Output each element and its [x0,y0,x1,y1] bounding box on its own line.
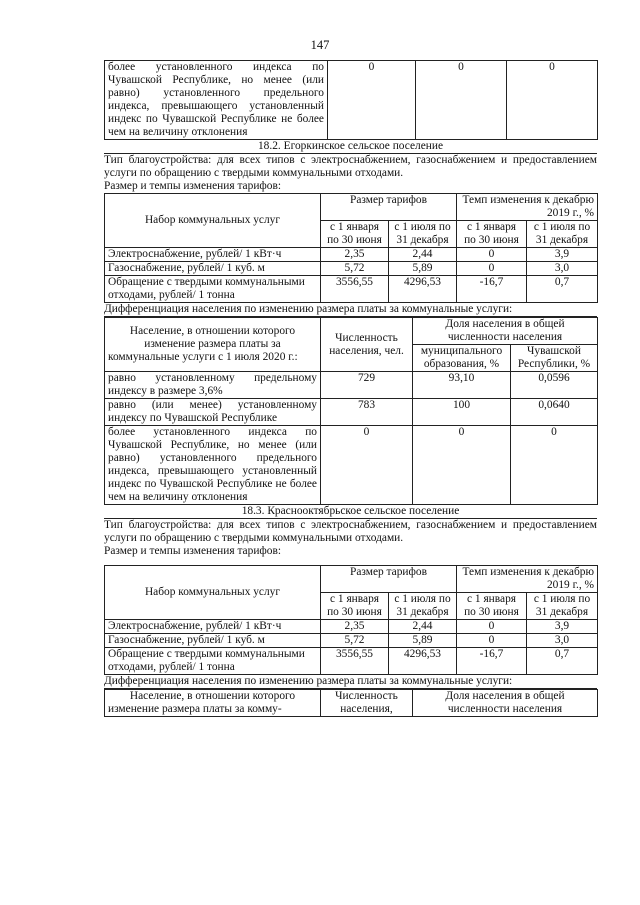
header-service-set: Набор коммунальных услуг [105,194,321,248]
service-name: Электроснабжение, рублей/ 1 кВт·ч [105,248,321,262]
improvement-type: Тип благоустройства: для всех типов с электроснабжением, газоснабжением и предоставлением услуги по обращению с твердыми коммунальными отходами. [104,519,597,544]
rate-value: 3,9 [527,620,598,634]
tariff-value: 5,89 [389,262,457,276]
table-row [105,620,598,634]
table-row [105,426,598,505]
service-name: Электроснабжение, рублей/ 1 кВт·ч [105,620,321,634]
improvement-type: Тип благоустройства: для всех типов с электроснабжением, газоснабжением и предоставлением услуги по обращению с твердыми коммунальными отходами. [104,154,597,179]
differentiation-table-partial [104,689,598,717]
header-change-rate: Темп изменения к декабрю 2019 г., % [457,194,598,221]
republic-share-cell: 0 [507,61,598,140]
service-name: Обращение с твердыми коммунальными отходами, рублей/ 1 тонна [105,276,321,303]
table-header-row [105,194,598,221]
page-content [104,60,597,717]
service-name: Газоснабжение, рублей/ 1 куб. м [105,634,321,648]
differentiation-table [104,317,598,505]
row-label: равно установленному предельному индексу в размере 3,6% [105,372,321,399]
table-row [105,248,598,262]
population-count-cell: 783 [321,399,413,426]
rate-value: -16,7 [457,648,527,675]
tariff-value: 3556,55 [321,276,389,303]
table-row [105,372,598,399]
tariff-value: 2,35 [321,248,389,262]
tariff-value: 5,72 [321,634,389,648]
header-tariff-size: Размер тарифов [321,194,457,221]
table-row [105,399,598,426]
tariff-value: 4296,53 [389,648,457,675]
header-jan-jun: с 1 января по 30 июня [321,221,389,248]
republic-share-cell: 0,0640 [511,399,598,426]
header-jan-jun: с 1 января по 30 июня [457,221,527,248]
header-republic: Чувашской Республики, % [511,345,598,372]
table-header-row [105,690,598,717]
header-population-count: Численность населения, [321,690,413,717]
tariff-value: 2,44 [389,620,457,634]
rate-value: 3,0 [527,262,598,276]
rate-value: -16,7 [457,276,527,303]
rate-value: 3,0 [527,634,598,648]
rate-value: 0,7 [527,276,598,303]
republic-share-cell: 0,0596 [511,372,598,399]
municipal-share-cell: 0 [416,61,507,140]
municipal-share-cell: 93,10 [413,372,511,399]
service-name: Обращение с твердыми коммунальными отходами, рублей/ 1 тонна [105,648,321,675]
section-title: 18.2. Егоркинское сельское поселение [104,140,597,154]
row-label: более установленного индекса по Чувашской Республике, но менее (или равно) установленного предельного индекса, превышающего установленный индекс по Чувашской Республике не более чем на величину отклонения [105,426,321,505]
header-jan-jun: с 1 января по 30 июня [321,593,389,620]
diff-caption: Дифференциация населения по изменению размера платы за коммунальные услуги: [104,675,597,689]
rate-value: 0 [457,634,527,648]
header-population: Население, в отношении которого изменение размера платы за коммунальные услуги с 1 июля 2020 г.: [105,318,321,372]
tariff-caption: Размер и темпы изменения тарифов: [104,545,282,557]
header-tariff-size: Размер тарифов [321,566,457,593]
row-label: более установленного индекса по Чувашской Республике, но менее (или равно) установленного предельного индекса, превышающего установленный индекс по Чувашской Республике не более чем на величину отклонения [105,61,328,140]
table-header-row [105,318,598,345]
municipal-share-cell: 0 [413,426,511,505]
header-change-rate: Темп изменения к декабрю 2019 г., % [457,566,598,593]
table-row [105,276,598,303]
header-municipal: муниципального образования, % [413,345,511,372]
population-count-cell: 729 [321,372,413,399]
table-row [105,61,598,140]
tariff-caption: Размер и темпы изменения тарифов: [104,180,282,192]
header-population: Население, в отношении которого изменение размера платы за комму- [105,690,321,717]
tariff-value: 3556,55 [321,648,389,675]
continuation-table [104,60,598,140]
table-row [105,634,598,648]
header-jul-dec: с 1 июля по 31 декабря [527,593,598,620]
tariff-value: 4296,53 [389,276,457,303]
tariff-table [104,565,598,675]
page-number: 147 [310,38,330,52]
rate-value: 0 [457,248,527,262]
population-count-cell: 0 [328,61,416,140]
table-row [105,262,598,276]
rate-value: 0 [457,262,527,276]
population-count-cell: 0 [321,426,413,505]
municipal-share-cell: 100 [413,399,511,426]
header-population-count: Численность населения, чел. [321,318,413,372]
tariff-value: 2,44 [389,248,457,262]
republic-share-cell: 0 [511,426,598,505]
table-header-row [105,566,598,593]
header-share: Доля населения в общей численности населения [413,690,598,717]
rate-value: 0 [457,620,527,634]
header-jul-dec: с 1 июля по 31 декабря [389,593,457,620]
header-jul-dec: с 1 июля по 31 декабря [389,221,457,248]
tariff-value: 2,35 [321,620,389,634]
tariff-value: 5,72 [321,262,389,276]
tariff-value: 5,89 [389,634,457,648]
row-label: равно (или менее) установленному индексу по Чувашской Республике [105,399,321,426]
header-jan-jun: с 1 января по 30 июня [457,593,527,620]
header-share: Доля населения в общей численности населения [413,318,598,345]
rate-value: 3,9 [527,248,598,262]
header-jul-dec: с 1 июля по 31 декабря [527,221,598,248]
section-title: 18.3. Краснооктябрьское сельское поселение [104,505,597,519]
rate-value: 0,7 [527,648,598,675]
diff-caption: Дифференциация населения по изменению размера платы за коммунальные услуги: [104,303,597,317]
table-row [105,648,598,675]
header-service-set: Набор коммунальных услуг [105,566,321,620]
tariff-table [104,193,598,303]
service-name: Газоснабжение, рублей/ 1 куб. м [105,262,321,276]
